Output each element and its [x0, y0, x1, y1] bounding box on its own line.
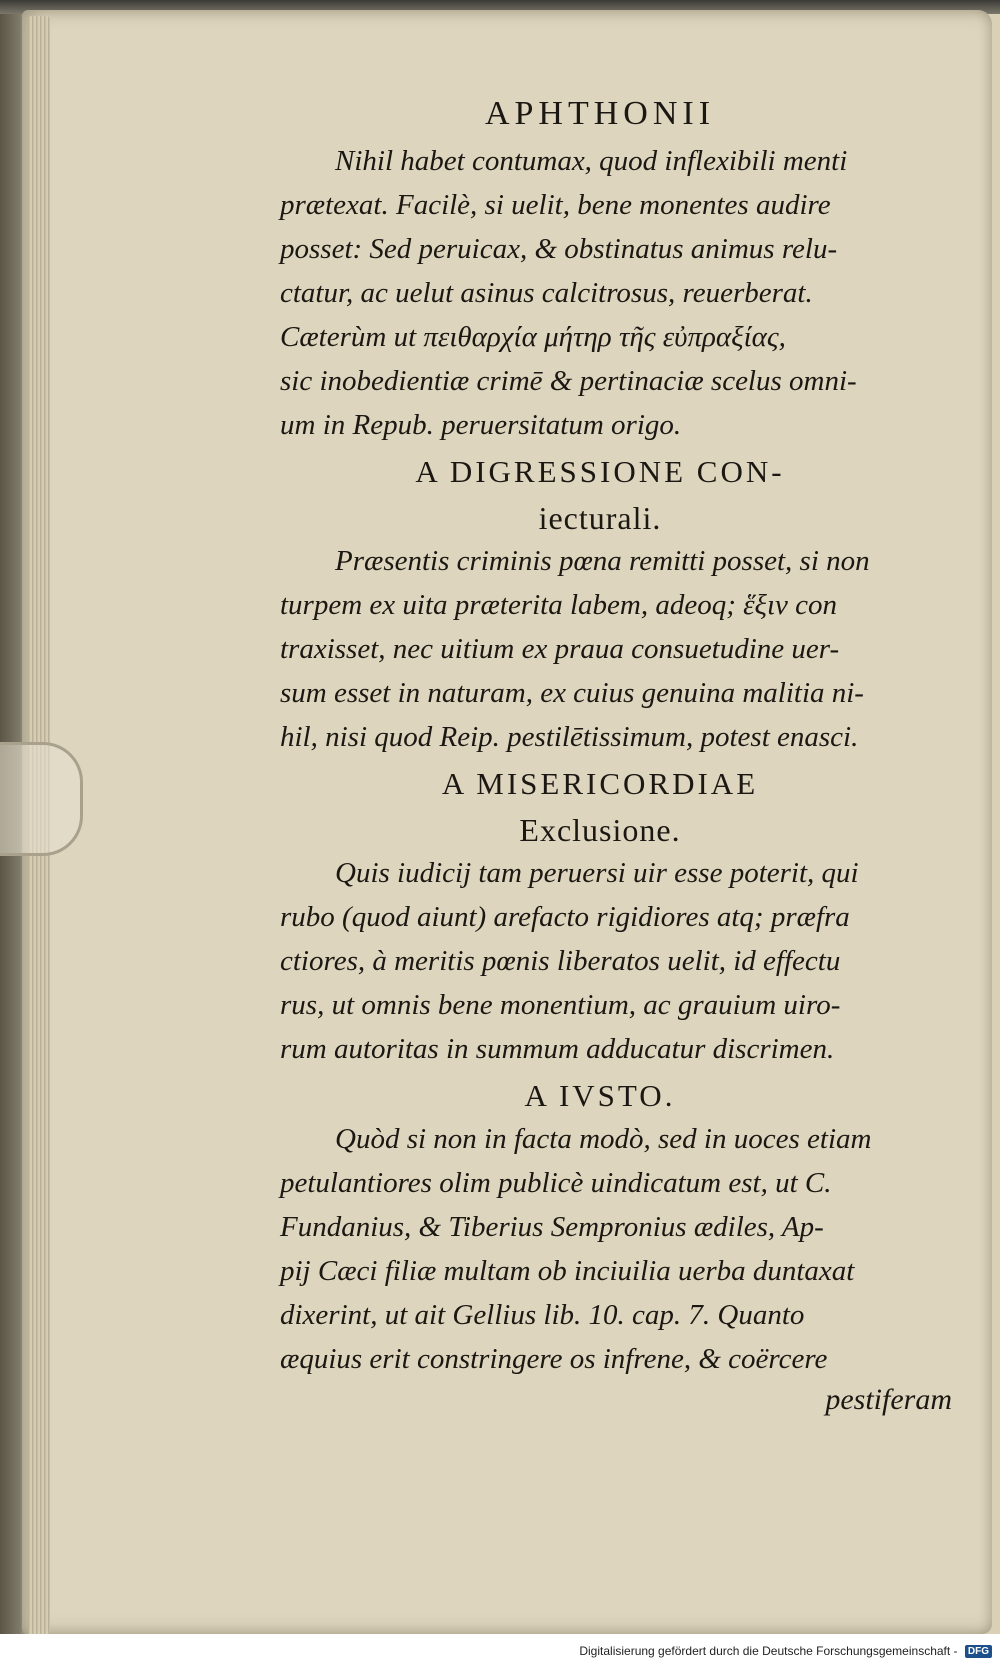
text-line: pij Cæci filiæ multam ob inciuilia uerba duntaxat — [280, 1255, 855, 1287]
catchword: pestiferam — [825, 1383, 952, 1416]
text-line: Quis iudicij tam peruersi uir esse poterit, qui — [335, 857, 859, 889]
text-line: dixerint, ut ait Gellius lib. 10. cap. 7. Quanto — [280, 1299, 805, 1331]
text-line: ctiores, à meritis pœnis liberatos uelit, id effectu — [280, 945, 841, 977]
paragraph-4 — [280, 1117, 960, 1381]
text-line: petulantiores olim publicè uindicatum est, ut C. — [280, 1167, 832, 1199]
text-line: Fundanius, & Tiberius Sempronius ædiles, Ap- — [280, 1211, 824, 1243]
text-line: rubo (quod aiunt) arefacto rigidiores atq; præfra — [280, 901, 850, 933]
page-text — [280, 95, 960, 1417]
text-line: um in Repub. peruersitatum origo. — [280, 409, 682, 441]
paragraph-2 — [280, 539, 960, 759]
section-heading-continued: Exclusione. — [519, 812, 681, 848]
text-line: æquius erit constringere os infrene, & coërcere — [280, 1343, 828, 1375]
dfg-logo: DFG — [965, 1645, 992, 1658]
text-line: Quòd si non in facta modò, sed in uoces etiam — [335, 1123, 872, 1155]
text-line: sic inobedientiæ crimē & pertinaciæ scelus omni- — [280, 365, 857, 397]
text-line: ctatur, ac uelut asinus calcitrosus, reuerberat. — [280, 277, 813, 309]
funding-credit-text: Digitalisierung gefördert durch die Deutsche Forschungsgemeinschaft - — [579, 1643, 958, 1658]
running-header: APHTHONII — [484, 95, 716, 132]
text-line: sum esset in naturam, ex cuius genuina malitia ni- — [280, 677, 864, 709]
footer-bar — [0, 1634, 1000, 1664]
text-line: posset: Sed peruicax, & obstinatus animus relu- — [280, 233, 838, 265]
section-heading: A DIGRESSIONE CON- — [415, 454, 785, 489]
text-line: rum autoritas in summum adducatur discrimen. — [280, 1033, 835, 1065]
paragraph-1 — [280, 139, 960, 447]
funding-credit — [579, 1644, 992, 1658]
text-line: Cæterùm ut πειθαρχία μήτηρ τῆς εὐπραξίας, — [280, 321, 786, 353]
text-line: rus, ut omnis bene monentium, ac grauium uiro- — [280, 989, 841, 1021]
section-heading: A MISERICORDIAE — [441, 766, 759, 801]
text-line: Nihil habet contumax, quod inflexibili menti — [335, 145, 848, 177]
text-line: hil, nisi quod Reip. pestilētissimum, potest enasci. — [280, 721, 859, 753]
section-heading: A IVSTO. — [524, 1078, 676, 1113]
text-line: Præsentis criminis pœna remitti posset, si non — [335, 545, 870, 577]
text-line: traxisset, nec uitium ex praua consuetudine uer- — [280, 633, 840, 665]
page-clip — [0, 742, 83, 856]
paragraph-3 — [280, 851, 960, 1071]
section-heading-continued: iecturali. — [538, 500, 662, 536]
text-line: prætexat. Facilè, si uelit, bene monentes audire — [280, 189, 831, 221]
text-line: turpem ex uita præterita labem, adeoq; ἕξιν con — [280, 589, 838, 621]
